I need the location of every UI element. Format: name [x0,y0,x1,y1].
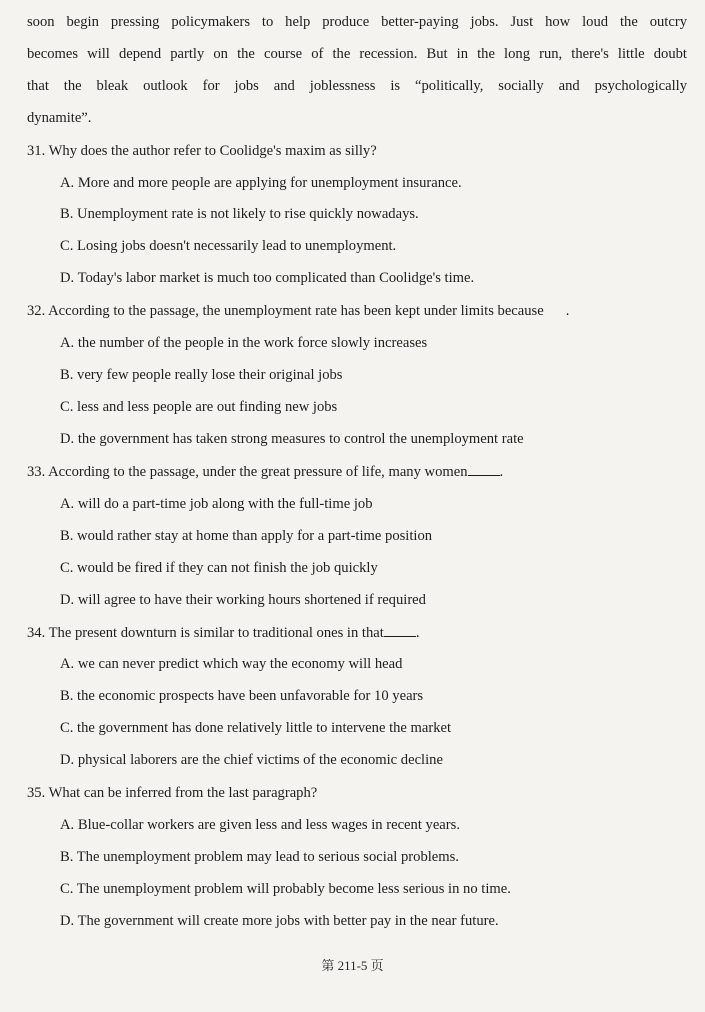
question-33-option-c: C. would be fired if they can not finish the job quickly [60,560,378,576]
question-31-option-d: D. Today's labor market is much too complicated than Coolidge's time. [60,270,475,286]
question-32-option-b: B. very few people really lose their original jobs [60,367,343,383]
passage-paragraph [27,6,687,102]
question-33-stem [27,461,503,482]
question-31-option-a: A. More and more people are applying for unemployment insurance. [60,175,462,191]
question-34-stem [27,622,419,643]
question-32-stem-text: 32. According to the passage, the unemployment rate has been kept under limits because [27,303,544,319]
question-34-option-c: C. the government has done relatively little to intervene the market [60,720,452,736]
question-33-option-d: D. will agree to have their working hours shortened if required [60,592,426,608]
question-34-stem-text: 34. The present downturn is similar to traditional ones in that [27,625,384,641]
question-32-stem [27,301,569,321]
answer-blank [384,622,416,637]
passage-last-line: dynamite”. [27,110,92,126]
question-35-option-c: C. The unemployment problem will probably become less serious in no time. [60,881,511,897]
passage-line: soon begin pressing policymakers to help produce better-paying jobs. Just how loud the outcry [27,14,687,30]
question-35-option-d: D. The government will create more jobs with better pay in the near future. [60,913,499,929]
question-35-stem: 35. What can be inferred from the last paragraph? [27,785,318,801]
question-32-option-d: D. the government has taken strong measures to control the unemployment rate [60,431,524,447]
question-33-option-b: B. would rather stay at home than apply for a part-time position [60,528,433,544]
page-number: 第 211-5 页 [321,958,384,973]
question-31-option-b: B. Unemployment rate is not likely to rise quickly nowadays. [60,206,419,222]
question-33-option-a: A. will do a part-time job along with the full-time job [60,496,373,512]
passage-line: becomes will depend partly on the course of the recession. But in the long run, there's little doubt [27,46,687,62]
question-31-option-c: C. Losing jobs doesn't necessarily lead to unemployment. [60,238,397,254]
answer-blank [468,461,500,476]
question-33-stem-end: . [499,464,504,480]
question-32-stem-end: . [565,303,570,319]
question-35-option-a: A. Blue-collar workers are given less and less wages in recent years. [60,817,460,833]
question-34-option-a: A. we can never predict which way the economy will head [60,656,403,672]
question-35-option-b: B. The unemployment problem may lead to serious social problems. [60,849,459,865]
question-32-option-c: C. less and less people are out finding new jobs [60,399,338,415]
question-34-option-d: D. physical laborers are the chief victims of the economic decline [60,752,443,768]
question-32-option-a: A. the number of the people in the work force slowly increases [60,335,428,351]
question-34-option-b: B. the economic prospects have been unfavorable for 10 years [60,688,424,704]
question-34-stem-end: . [415,625,420,641]
passage-line: that the bleak outlook for jobs and joblessness is “politically, socially and psychologically [27,78,687,94]
question-31-stem: 31. Why does the author refer to Coolidge's maxim as silly? [27,143,377,159]
question-33-stem-text: 33. According to the passage, under the great pressure of life, many women [27,464,468,480]
